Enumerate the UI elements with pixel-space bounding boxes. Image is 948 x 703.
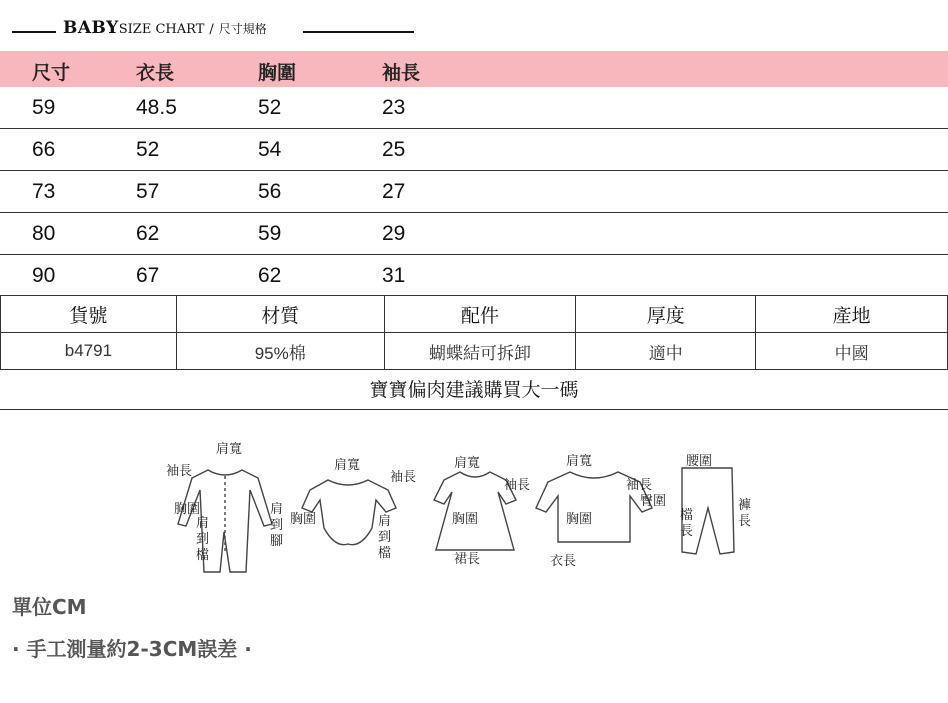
cell-chest: 56 <box>258 180 282 203</box>
table-row <box>0 255 948 296</box>
spec-header-row <box>1 296 948 333</box>
d5-crotch-label: 檔長 <box>680 508 694 539</box>
spec-header-accessory: 配件 <box>384 296 576 333</box>
cell-chest: 62 <box>258 264 282 287</box>
d1-shoulder-label: 肩寬 <box>216 442 243 457</box>
spec-value-origin: 中國 <box>756 333 948 370</box>
header-subtitle: SIZE CHART <box>118 22 205 37</box>
cell-sleeve: 25 <box>382 138 406 161</box>
cell-chest: 52 <box>258 96 282 119</box>
d3-skirt-label: 裙長 <box>454 552 481 567</box>
spec-header-thickness: 厚度 <box>576 296 756 333</box>
cell-length: 62 <box>136 222 160 245</box>
brand-text: BABY <box>63 18 119 38</box>
measurement-error-note: · 手工測量約2-3CM誤差 · <box>12 637 252 661</box>
cell-sleeve: 27 <box>382 180 406 203</box>
cell-size: 73 <box>32 180 56 203</box>
cell-chest: 59 <box>258 222 282 245</box>
cell-size: 59 <box>32 96 56 119</box>
spec-value-material: 95%棉 <box>176 333 384 370</box>
size-chart-header <box>0 0 948 46</box>
d3-sleeve-label: 袖長 <box>504 478 531 493</box>
d2-shoulder-crotch-label: 肩到檔 <box>378 514 392 561</box>
d4-shoulder-label: 肩寬 <box>566 454 593 469</box>
spec-table <box>0 295 948 370</box>
cell-sleeve: 23 <box>382 96 406 119</box>
d5-pants-label: 褲長 <box>738 498 752 529</box>
cell-size: 90 <box>32 264 56 287</box>
table-row <box>0 213 948 255</box>
header-rule-left <box>12 31 56 33</box>
header-zh-title: 尺寸規格 <box>218 22 267 36</box>
cell-size: 80 <box>32 222 56 245</box>
d1-shoulder-crotch-label: 肩到檔 <box>196 516 210 563</box>
d1-shoulder-foot-label: 肩到腳 <box>270 502 284 549</box>
spec-header-sku: 貨號 <box>1 296 177 333</box>
d5-hip-label: 臀圍 <box>640 494 667 509</box>
cell-size: 66 <box>32 138 56 161</box>
header-size: 尺寸 <box>32 62 71 84</box>
d3-chest-label: 胸圍 <box>452 512 479 527</box>
cell-length: 48.5 <box>136 96 177 119</box>
size-table <box>0 51 948 296</box>
d4-length-label: 衣長 <box>550 554 577 569</box>
spec-value-sku: b4791 <box>1 333 177 370</box>
d3-shoulder-label: 肩寬 <box>454 456 481 471</box>
cell-sleeve: 29 <box>382 222 406 245</box>
measurement-diagrams <box>160 432 760 582</box>
d2-sleeve-label: 袖長 <box>390 470 417 485</box>
spec-header-origin: 產地 <box>756 296 948 333</box>
unit-label: 單位CM <box>12 595 87 619</box>
table-row <box>0 129 948 171</box>
d1-chest-label: 胸圍 <box>174 502 201 517</box>
cell-length: 57 <box>136 180 160 203</box>
table-row <box>0 87 948 129</box>
d2-shoulder-label: 肩寬 <box>334 458 361 473</box>
header-length: 衣長 <box>136 62 175 84</box>
table-row <box>0 171 948 213</box>
size-table-header <box>0 51 948 87</box>
cell-length: 52 <box>136 138 160 161</box>
d4-sleeve-label: 袖長 <box>626 478 653 493</box>
cell-chest: 54 <box>258 138 282 161</box>
d1-sleeve-label: 袖長 <box>166 464 193 479</box>
cell-sleeve: 31 <box>382 264 406 287</box>
header-rule-right <box>303 31 414 33</box>
sizing-note: 寶寶偏肉建議購買大一碼 <box>0 372 948 410</box>
spec-value-thickness: 適中 <box>576 333 756 370</box>
header-slash: / <box>209 22 214 37</box>
header-sleeve: 袖長 <box>382 62 421 84</box>
d2-chest-label: 胸圍 <box>290 512 317 527</box>
cell-length: 67 <box>136 264 160 287</box>
d4-chest-label: 胸圍 <box>566 512 593 527</box>
spec-value-accessory: 蝴蝶結可拆卸 <box>384 333 576 370</box>
spec-header-material: 材質 <box>176 296 384 333</box>
header-chest: 胸圍 <box>258 62 297 84</box>
d5-waist-label: 腰圍 <box>686 454 713 469</box>
spec-value-row <box>1 333 948 370</box>
header-title <box>63 18 267 38</box>
